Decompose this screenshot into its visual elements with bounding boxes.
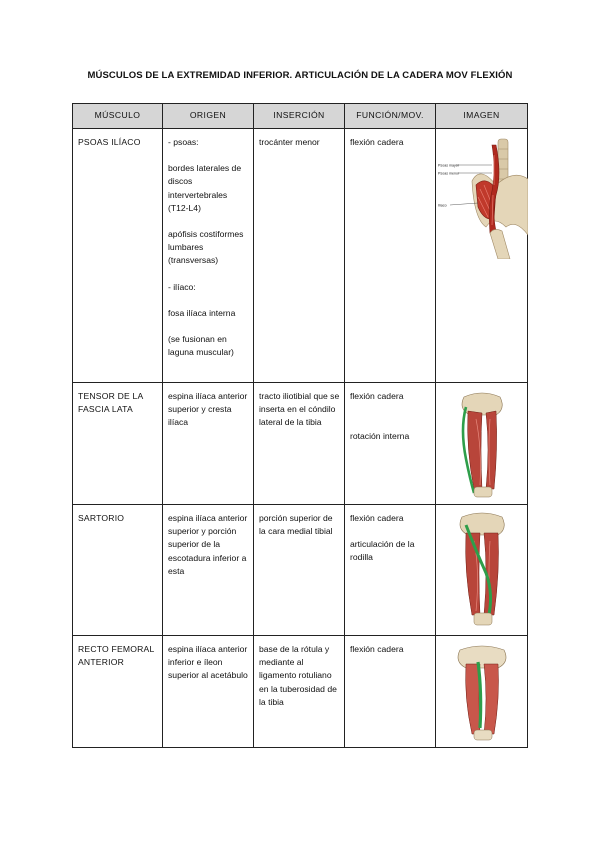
function-item: flexión cadera (350, 513, 404, 523)
origin-line: espina ilíaca anterior superior y cresta ilíaca (168, 391, 248, 428)
muscle-name: TENSOR DE LA FASCIA LATA (73, 383, 163, 505)
origin-line: fosa ilíaca interna (168, 307, 236, 318)
origin-cell (163, 636, 254, 748)
tensor-fascia-lata-illustration (436, 389, 528, 499)
function-item: articulación de la rodilla (350, 539, 415, 563)
insertion-cell: tracto iliotibial que se inserta en el cóndilo lateral de la tibia (254, 383, 345, 505)
function-item: rotación interna (350, 431, 410, 442)
insertion-cell: trocánter menor (254, 129, 345, 383)
origin-cell (163, 505, 254, 636)
table-row (73, 129, 528, 383)
function-item: flexión cadera (350, 644, 404, 654)
illustration-label: Psoas mayor (438, 163, 459, 168)
header-origin: ORIGEN (163, 104, 254, 129)
image-cell (436, 505, 528, 636)
header-function: FUNCIÓN/MOV. (345, 104, 436, 129)
illustration-label: Ilíaco (438, 203, 447, 208)
origin-line: (se fusionan en laguna muscular) (168, 334, 234, 358)
origin-line: - psoas: (168, 137, 199, 147)
recto-femoral-illustration (436, 642, 528, 742)
insertion-cell: base de la rótula y mediante al ligamento rotuliano en la tuberosidad de la tibia (254, 636, 345, 748)
table-row (73, 383, 528, 505)
origin-line: apófisis costiformes lumbares (transversas) (168, 229, 244, 266)
header-image: IMAGEN (436, 104, 528, 129)
muscle-name: RECTO FEMORAL ANTERIOR (73, 636, 163, 748)
table-row (73, 636, 528, 748)
table-row (73, 505, 528, 636)
origin-line: bordes laterales de discos intervertebrales (T12-L4) (168, 163, 242, 213)
header-muscle: MÚSCULO (73, 104, 163, 129)
table-header-row (73, 104, 528, 129)
muscle-table (72, 103, 528, 748)
function-cell (345, 505, 436, 636)
muscle-name: PSOAS ILÍACO (73, 129, 163, 383)
origin-cell (163, 383, 254, 505)
muscle-name: SARTORIO (73, 505, 163, 636)
function-item: flexión cadera (350, 391, 404, 401)
origin-line: espina ilíaca anterior inferior e íleon superior al acetábulo (168, 644, 248, 681)
image-cell (436, 383, 528, 505)
image-cell (436, 129, 528, 383)
function-cell (345, 383, 436, 505)
function-item: flexión cadera (350, 137, 404, 147)
header-insertion: INSERCIÓN (254, 104, 345, 129)
insertion-cell: porción superior de la cara medial tibial (254, 505, 345, 636)
origin-cell (163, 129, 254, 383)
psoas-iliaco-illustration (436, 135, 528, 259)
origin-line: - ilíaco: (168, 281, 196, 292)
page-title: MÚSCULOS DE LA EXTREMIDAD INFERIOR. ARTICULACIÓN DE LA CADERA MOV FLEXIÓN (87, 70, 513, 81)
function-cell (345, 129, 436, 383)
function-cell (345, 636, 436, 748)
image-cell (436, 636, 528, 748)
sartorio-illustration (436, 511, 528, 629)
origin-line: espina ilíaca anterior superior y porción superior de la escotadura inferior a esta (168, 513, 248, 576)
illustration-label: Psoas menor (438, 171, 460, 176)
